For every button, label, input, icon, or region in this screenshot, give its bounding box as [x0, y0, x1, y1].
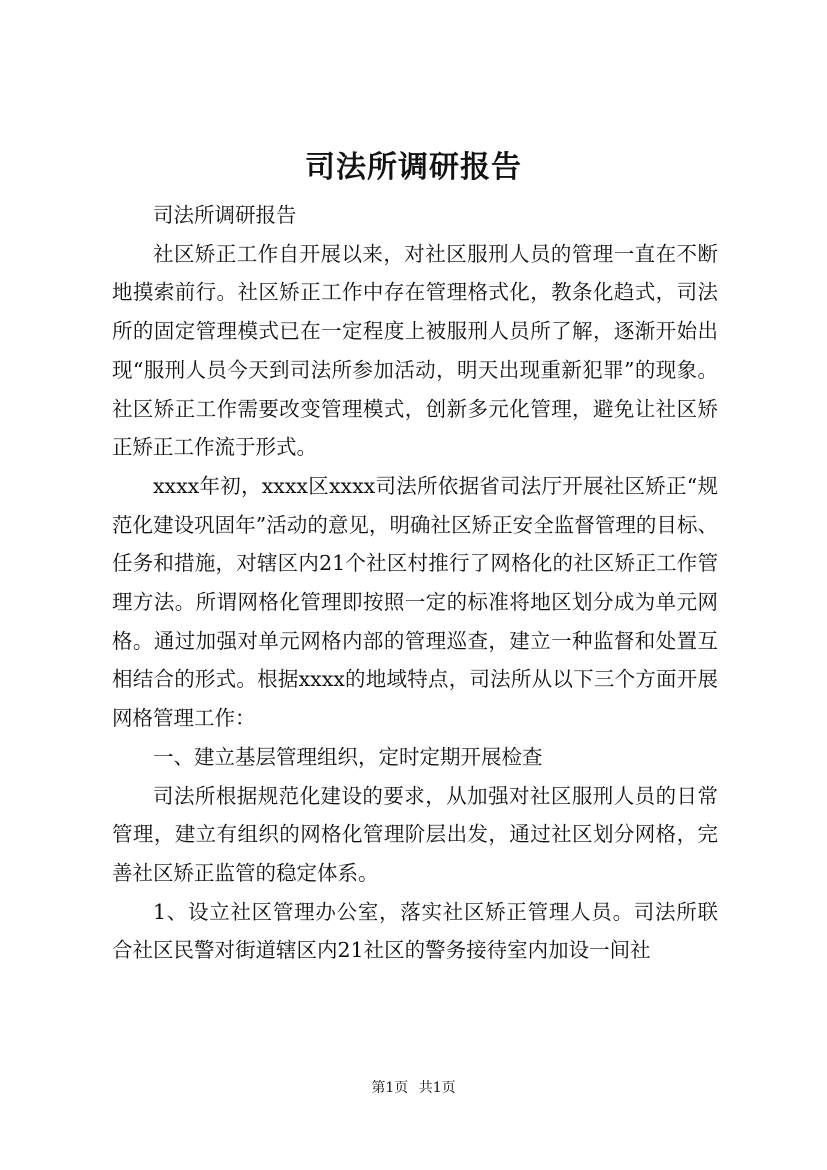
paragraph-subtitle: 司法所调研报告 — [153, 203, 297, 227]
paragraph-section-1: 司法所根据规范化建设的要求，从加强对社区服刑人员的日常管理，建立有组织的网格化管理阶层出发，通过社区划分网格，完善社区矫正监管的稳定体系。 — [112, 783, 718, 885]
document-title: 司法所调研报告 — [305, 150, 522, 185]
paragraph-background: xxxx年初，xxxx区xxxx司法所依据省司法厅开展社区矫正“规范化建设巩固年”活动的意见，明确社区矫正安全监督管理的目标、任务和措施，对辖区内21个社区村推行了网格化的社区矫正工作管理方法。所谓网格化管理即按照一定的标准将地区划分成为单元网格。通过加强对单元网格内部的管理巡查，建立一种监督和处置互相结合的形式。根据xxxx的地域特点，司法所从以下三个方面开展网格管理工作： — [112, 473, 718, 731]
page-number-current: 第1页 — [371, 1080, 409, 1096]
page-number-total: 共1页 — [418, 1080, 456, 1096]
section-heading-1: 一、建立基层管理组织，定时定期开展检查 — [153, 744, 543, 769]
paragraph-item-1: 1、设立社区管理办公室，落实社区矫正管理人员。司法所联合社区民警对街道辖区内21社区的警务接待室内加设一间社 — [112, 899, 718, 963]
page-footer — [0, 1078, 827, 1098]
paragraph-intro: 社区矫正工作自开展以来，对社区服刑人员的管理一直在不断地摸索前行。社区矫正工作中存在管理格式化，教条化趋式，司法所的固定管理模式已在一定程度上被服刑人员所了解，逐渐开始出现“服刑人员今天到司法所参加活动，明天出现重新犯罪”的现象。社区矫正工作需要改变管理模式，创新多元化管理，避免让社区矫正矫正工作流于形式。 — [112, 241, 718, 460]
document-body — [112, 196, 718, 970]
